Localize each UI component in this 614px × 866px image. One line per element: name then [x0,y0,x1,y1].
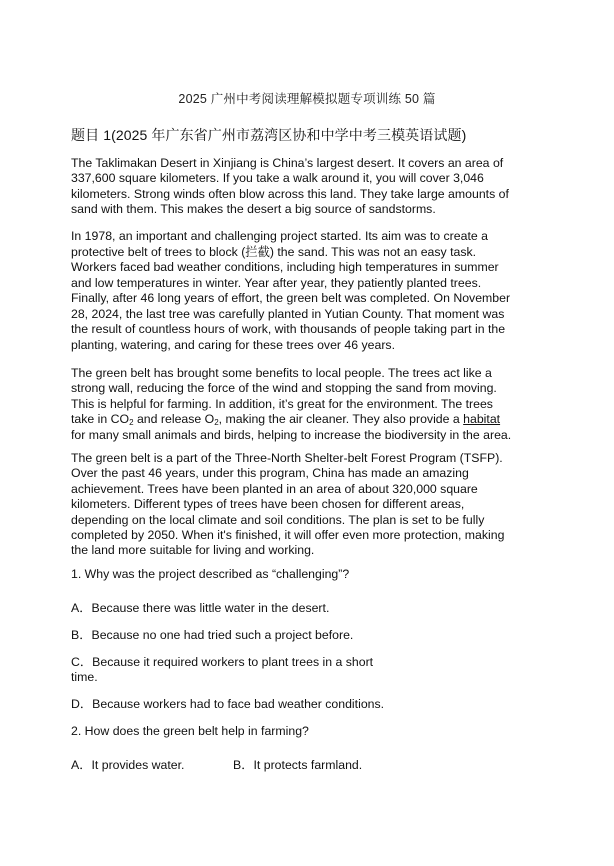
subscript: 2 [129,418,134,428]
question-1-option-c: C．Because it required workers to plant trees in a short [71,655,374,669]
passage-line-with-formulas [71,412,545,427]
passage-paragraph-2 [71,229,545,353]
passage-line: achievement. Trees have been planted in an area of about 320,000 square [71,481,478,496]
question-2-stem: 2. How does the green belt help in farming? [71,724,309,738]
passage-line: sand with them. This makes the desert a big source of sandstorms. [71,202,436,217]
text-segment: , making the air cleaner. They also provide a [218,412,464,427]
passage-line: depending on the local climate and soil conditions. The plan is set to be fully [71,512,485,527]
question-heading: 题目 1(2025 年广东省广州市荔湾区协和中学中考三模英语试题) [71,127,467,143]
passage-line: for many small animals and birds, helping to increase the biodiversity in the area. [71,427,512,442]
passage-line: 28, 2024, the last tree was carefully planted in Yutian County. That moment was [71,306,505,321]
question-2-option-a: A．It provides water. [71,758,185,772]
passage-line: Workers faced bad weather conditions, including high temperatures in summer [71,260,499,274]
passage-line: the land more suitable for living and working. [71,543,315,558]
question-1-option-d: D．Because workers had to face bad weather conditions. [71,697,385,711]
passage-paragraph-4 [71,451,545,559]
passage-line: planting, watering, and caring for these trees over 46 years. [71,337,396,352]
question-1-option-a: A．Because there was little water in the desert. [71,601,330,615]
passage-line: This is helpful for farming. In addition, it’s great for the environment. The trees [71,396,493,411]
underlined-word: habitat [463,412,501,427]
passage-line: kilometers. Strong winds often blow across this land. They take large amounts of [71,186,509,201]
question-1-option-c-continued: time. [71,670,98,684]
passage-line: The green belt has brought some benefits to local people. The trees act like a [71,366,492,380]
passage-line: and low temperatures in winter. Year after year, they patiently planted trees. [71,275,482,290]
passage-line: strong wall, reducing the force of the wind and stopping the sand from moving. [71,381,497,396]
passage-line: 337,600 square kilometers. If you take a walk around it, you will cover 3,046 [71,171,484,186]
passage-line: kilometers. Different types of trees have been chosen for different areas, [71,497,465,512]
passage-line: The Taklimakan Desert in Xinjiang is China’s largest desert. It covers an area of [71,156,504,170]
subscript: 2 [214,418,219,428]
passage-paragraph-3 [71,366,545,443]
passage-line: The green belt is a part of the Three-North Shelter-belt Forest Program (TSFP). [71,451,503,465]
passage-line: completed by 2050. When it's finished, it will offer even more protection, making [71,528,505,543]
passage-line: Over the past 46 years, under this program, China has made an amazing [71,466,469,481]
passage-line: Finally, after 46 long years of effort, the green belt was completed. On November [71,291,511,305]
question-1-option-b: B．Because no one had tried such a project before. [71,628,354,642]
passage-paragraph-1 [71,156,545,218]
passage-line: the result of countless hours of work, with thousands of people taking part in the [71,322,506,336]
passage-line: In 1978, an important and challenging project started. Its aim was to create a [71,229,488,243]
document-title: 2025 广州中考阅读理解模拟题专项训练 50 篇 [178,92,436,106]
question-2-option-b: B．It protects farmland. [233,758,363,772]
question-1-stem: 1. Why was the project described as “challenging”? [71,567,350,581]
passage-line: protective belt of trees to block (拦截) the sand. This was not an easy task. [71,244,477,259]
text-segment: take in CO [71,412,130,427]
text-segment: and release O [133,412,215,427]
